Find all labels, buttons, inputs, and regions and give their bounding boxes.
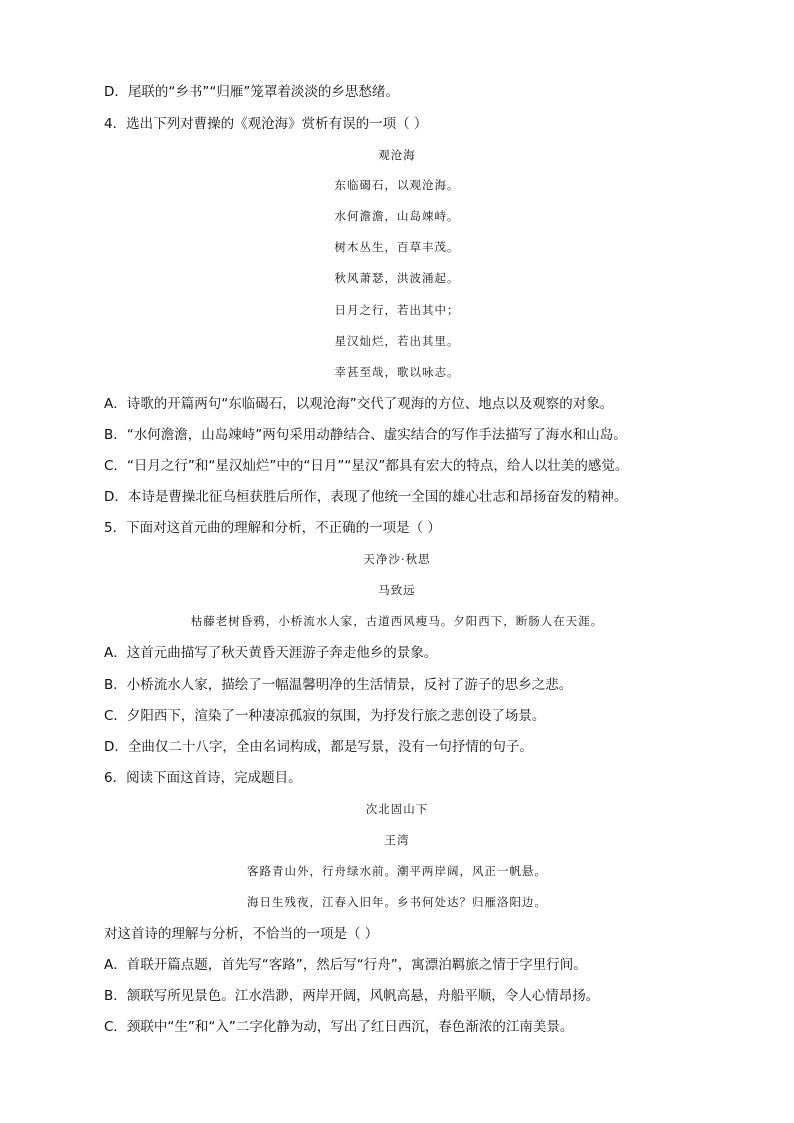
- q4-poem-line: 水何澹澹，山岛竦峙。: [334, 209, 460, 223]
- q4-poem-line: 秋风萧瑟，洪波涌起。: [334, 271, 460, 285]
- q6-option-c: C．颈联中“生”和“入”二字化静为动，写出了红日西沉，春色渐浓的江南美景。: [104, 1019, 574, 1035]
- q5-option-b: B．小桥流水人家，描绘了一幅温馨明净的生活情景，反衬了游子的思乡之悲。: [104, 677, 573, 693]
- q4-stem: 4．选出下列对曹操的《观沧海》赏析有误的一项（ ）: [104, 116, 428, 132]
- q4-poem-title: 观沧海: [378, 148, 416, 162]
- q5-option-c: C．夕阳西下，渲染了一种凄凉孤寂的氛围，为抒发行旅之悲创设了场景。: [104, 708, 546, 724]
- q5-option-a: A．这首元曲描写了秋天黄昏天涯游子奔走他乡的景象。: [104, 645, 438, 661]
- q4-poem-line: 星汉灿烂，若出其里。: [334, 334, 460, 348]
- q6-sub-stem: 对这首诗的理解与分析，不恰当的一项是（ ）: [104, 926, 379, 942]
- q5-option-d: D．全曲仅二十八字，全由名词构成，都是写景，没有一句抒情的句子。: [104, 739, 533, 755]
- q6-poem-author: 王湾: [384, 833, 410, 847]
- q4-option-c: C．“日月之行”和“星汉灿烂”中的“日月”“星汉”都具有宏大的特点，给人以壮美的感觉。: [104, 458, 629, 474]
- q6-poem-title: 次北固山下: [365, 802, 429, 816]
- q6-poem-line: 客路青山外，行舟绿水前。潮平两岸阔，风正一帆悬。: [247, 864, 547, 878]
- q4-poem-line: 东临碣石，以观沧海。: [334, 178, 460, 192]
- q4-poem-line: 树木丛生，百草丰茂。: [334, 240, 460, 254]
- q6-poem-line: 海日生残夜，江春入旧年。乡书何处达？归雁洛阳边。: [247, 895, 547, 909]
- q5-poem-text: 枯藤老树昏鸦，小桥流水人家，古道西风瘦马。夕阳西下，断肠人在天涯。: [190, 614, 604, 628]
- q4-poem-line: 幸甚至哉，歌以咏志。: [334, 365, 460, 379]
- q4-option-b: B．“水何澹澹，山岛竦峙”两句采用动静结合、虚实结合的写作手法描写了海水和山岛。: [104, 427, 627, 443]
- q5-poem-title: 天净沙·秋思: [363, 552, 431, 566]
- q6-stem: 6．阅读下面这首诗，完成题目。: [104, 770, 302, 786]
- q6-option-a: A．首联开篇点题，首先写“客路”，然后写“行舟”，寓漂泊羁旅之情于字里行间。: [104, 957, 587, 973]
- q6-option-b: B．颔联写所见景色。江水浩渺，两岸开阔，风帆高悬，舟船平顺，令人心情昂扬。: [104, 988, 600, 1004]
- q5-poem-author: 马致远: [378, 583, 416, 597]
- q4-option-a: A．诗歌的开篇两句“东临碣石，以观沧海”交代了观海的方位、地点以及观察的对象。: [104, 396, 614, 412]
- q3-option-d: D．尾联的“乡书”“归雁”笼罩着淡淡的乡思愁绪。: [104, 84, 399, 100]
- q4-option-d: D．本诗是曹操北征乌桓获胜后所作，表现了他统一全国的雄心壮志和昂扬奋发的精神。: [104, 489, 628, 505]
- q4-poem-line: 日月之行，若出其中；: [334, 303, 460, 317]
- q5-stem: 5．下面对这首元曲的理解和分析，不正确的一项是（ ）: [104, 520, 441, 536]
